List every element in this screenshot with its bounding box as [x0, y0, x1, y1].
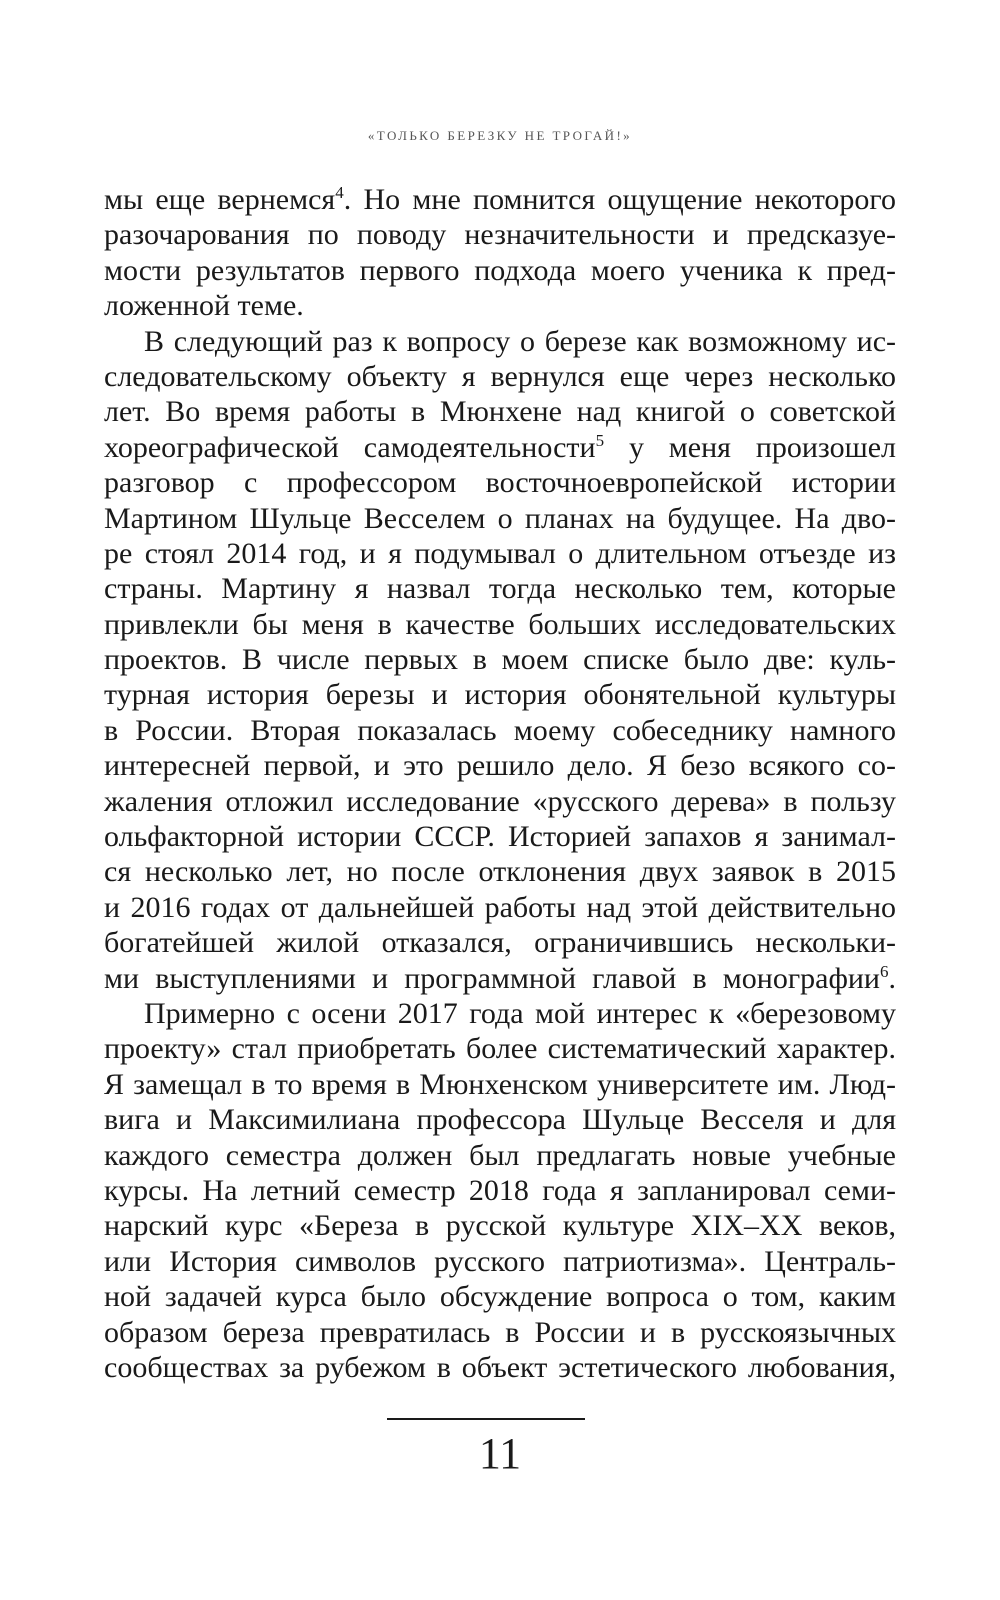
text-line: турная история березы и история обонятельной культуры — [104, 678, 896, 712]
text-line: Мартином Шульце Весселем о планах на будущее. На дво- — [104, 501, 896, 535]
text-line: или История символов русского патриотизма». Централь- — [104, 1244, 896, 1278]
text-line: лет. Во время работы в Мюнхене над книгой о советской — [104, 395, 896, 429]
text-line: интересней первой, и это решило дело. Я безо всякого со- — [104, 749, 896, 783]
page-number: 11 — [478, 1429, 522, 1478]
text-line: привлекли бы меня в качестве больших исследовательских — [104, 607, 896, 641]
text-line: проектов. В числе первых в моем списке было две: куль- — [104, 643, 896, 677]
text-line: богатейшей жилой отказался, ограничившись нескольки- — [104, 926, 896, 960]
text-line: Примерно с осени 2017 года мой интерес к «березовому — [144, 996, 896, 1030]
footnote-ref[interactable]: 6 — [880, 961, 889, 981]
text-line: разочарования по поводу незначительности и предсказуе- — [104, 218, 896, 252]
text-line: хореографической самодеятельности$^5$ у меня произошел — [104, 430, 896, 464]
text-line: ольфакторной истории СССР. Историей запахов я занимал- — [104, 820, 896, 854]
text-line: ми выступлениями и программной главой в монографии$^6$. — [104, 961, 896, 995]
text-line: Я замещал в то время в Мюнхенском университете им. Люд- — [104, 1067, 896, 1101]
running-head: «ТОЛЬКО БЕРЕЗКУ НЕ ТРОГАЙ!» — [367, 128, 633, 143]
body-text — [104, 182, 896, 1385]
text-line: мости результатов первого подхода моего ученика к пред- — [104, 253, 896, 287]
text-line: ре стоял 2014 год, и я подумывал о длительном отъезде из — [104, 536, 896, 570]
text-line: образом береза превратилась в России и в русскоязычных — [104, 1315, 896, 1349]
footer-rule — [387, 1418, 585, 1420]
text-line: В следующий раз к вопросу о березе как возможному ис- — [144, 324, 896, 358]
footnote-ref[interactable]: 4 — [335, 183, 344, 202]
text-line: сообществах за рубежом в объект эстетического любования, — [104, 1350, 896, 1384]
text-line: разговор с профессором восточноевропейской истории — [104, 466, 896, 500]
text-line: курсы. На летний семестр 2018 года я запланировал семи- — [104, 1173, 896, 1207]
text-line: каждого семестра должен был предлагать новые учебные — [104, 1138, 896, 1172]
footnote-ref[interactable]: 5 — [595, 430, 605, 450]
text-line: ной задачей курса было обсуждение вопроса о том, каким — [104, 1280, 896, 1314]
text-line: вига и Максимилиана профессора Шульце Весселя и для — [104, 1103, 896, 1137]
text-line: страны. Мартину я назвал тогда несколько тем, которые — [104, 572, 896, 606]
text-line: и 2016 годах от дальнейшей работы над этой действительно — [104, 890, 896, 924]
text-line: ложенной теме. — [104, 289, 304, 323]
text-line: мы еще вернемся$^4$. Но мне помнится ощущение некоторого — [104, 183, 896, 216]
text-line: жаления отложил исследование «русского дерева» в пользу — [104, 784, 896, 818]
text-line: в России. Вторая показалась моему собеседнику намного — [104, 713, 896, 747]
text-line: проекту» стал приобретать более систематический характер. — [104, 1032, 896, 1066]
text-line: следовательскому объекту я вернулся еще через несколько — [104, 359, 896, 393]
text-line: ся несколько лет, но после отклонения двух заявок в 2015 — [104, 855, 896, 889]
text-line: нарский курс «Береза в русской культуре XIX–XX веков, — [104, 1209, 896, 1243]
